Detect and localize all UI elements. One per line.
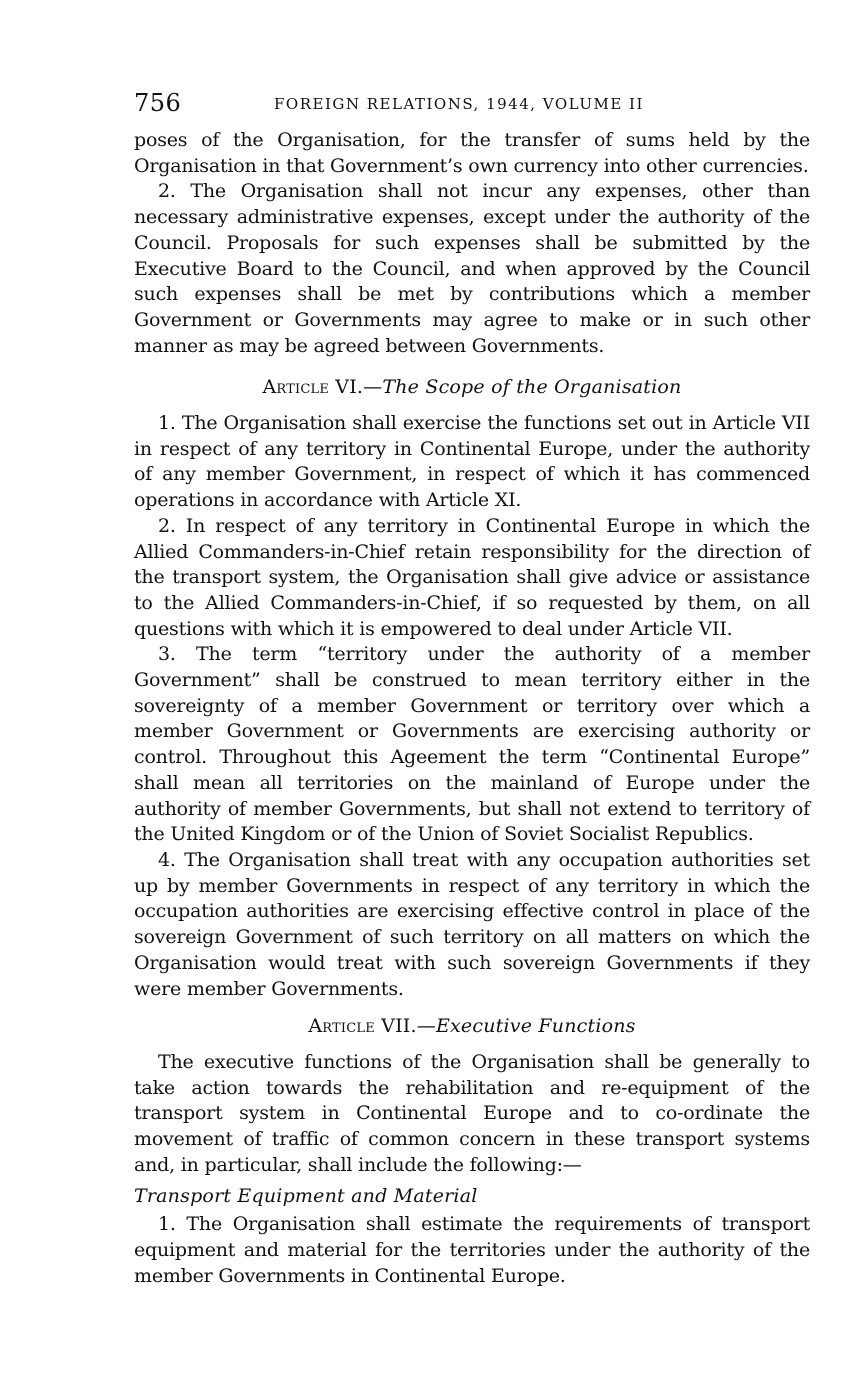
transport-equipment-subhead: Transport Equipment and Material [134,1185,478,1208]
running-title: FOREIGN RELATIONS, 1944, VOLUME II [274,95,644,113]
article-vi-clause-4: 4. The Organisation shall treat with any occupation authorities set up by member Governments in respect of any territory in which the occupation authorities are exercising effective control in place of the sovereign Government of such territory on all matters on which the Organisation would treat with such sovereign Governments if they were member Governments. [134,848,810,1000]
running-head [134,88,810,124]
article-vi-clause-3: 3. The term “territory under the authority of a member Government” shall be construed to mean territory either in the sovereignty of a member Government or territory over which a member Government or Governments are exercising authority or control. Throughout this Ageement the term “Continental Europe” shall mean all territories on the mainland of Europe under the authority of member Governments, but shall not extend to territory of the United Kingdom or of the Union of Soviet Socialist Republics. [134,643,810,846]
article-vii-intro: The executive functions of the Organisation shall be generally to take action towards the rehabilitation and re-equipment of the transport system in Continental Europe and to co-ordinate the movement of traffic of common concern in these transport systems and, in particular, shall include the following:— [134,1050,810,1176]
article-vi-clause-1: 1. The Organisation shall exercise the functions set out in Article VII in respect of any territory in Continental Europe, under the authority of any member Government, in respect of which it has commenced operations in accordance with Article XI. [134,412,810,512]
article-vi-heading [134,375,810,401]
paragraph-continuation: poses of the Organisation, for the transfer of sums held by the Organisation in that Government’s own currency into other currencies. [134,129,810,177]
article-vi-clause-2: 2. In respect of any territory in Continental Europe in which the Allied Commanders-in-Chief retain responsibility for the direction of the transport system, the Organisation shall give advice or assistance to the Allied Commanders-in-Chief, if so requested by them, on all questions with which it is empowered to deal under Article VII. [134,514,810,640]
article-vii-label: Article VII. [308,1015,417,1038]
article-vii-heading [134,1014,810,1040]
article-vii-title: —Executive Functions [416,1015,636,1038]
article-vi-label: Article VI. [262,376,364,399]
article-vi-title: —The Scope of the Organisation [363,376,682,399]
page-number: 756 [134,89,182,117]
paragraph-expenses: 2. The Organisation shall not incur any expenses, other than necessary administrative expenses, except under the authority of the Council. Proposals for such expenses shall be submitted by the Executive Board to the Council, and when approved by the Council such expenses shall be met by contributions which a member Government or Governments may agree to make or in such other manner as may be agreed between Governments. [134,180,810,357]
article-vii-clause-1: 1. The Organisation shall estimate the requirements of transport equipment and material for the territories under the authority of the member Governments in Continental Europe. [134,1213,810,1287]
